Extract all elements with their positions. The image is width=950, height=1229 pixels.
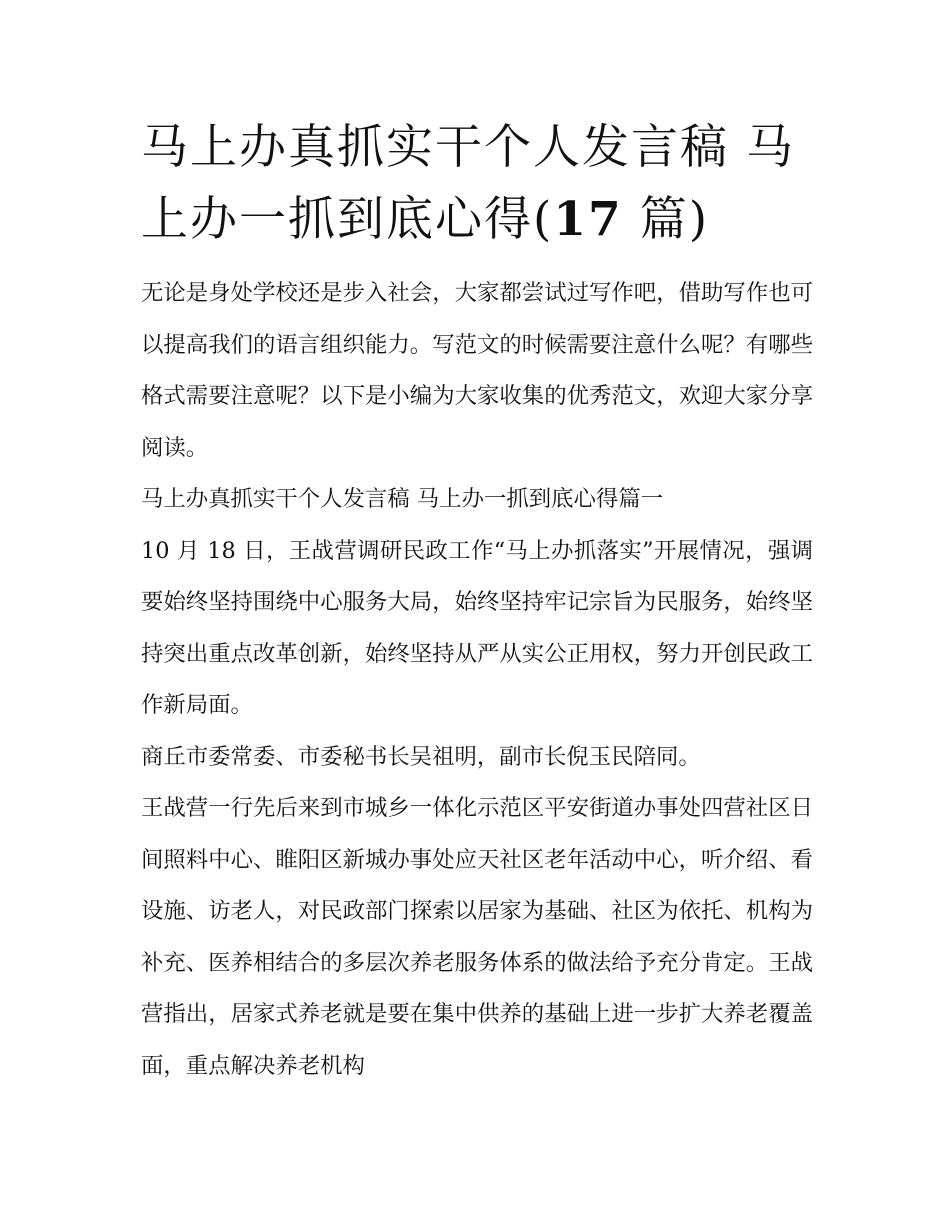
title-number: 17 [553, 192, 623, 247]
title-suffix: 篇) [622, 192, 710, 247]
body-paragraph: 商丘市委常委、市委秘书长吴祖明，副市长倪玉民陪同。 [141, 743, 701, 770]
body-paragraph: 王战营一行先后来到市城乡一体化示范区平安街道办事处四营社区日间照料中心、睢阳区新城办事处应天社区老年活动中心，听介绍、看设施、访老人，对民政部门探索以居家为基础、社区为依托、机构为补充、医养相结合的多层次养老服务体系的做法给予充分肯定。王战营指出，居家式养老就是要在集中供养的基础上进一步扩大养老覆盖面，重点解决养老机构 [141, 795, 813, 1079]
document-page [141, 112, 813, 1092]
title-text: 马上办真抓实干个人发言稿 马上办一抓到底心得( [141, 120, 795, 247]
body-paragraph: 10 月 18 日，王战营调研民政工作“马上办抓落实”开展情况，强调要始终坚持围绕中心服务大局，始终坚持牢记宗旨为民服务，始终坚持突出重点改革创新，始终坚持从严从实公正用权，努力开创民政工作新局面。 [141, 537, 813, 718]
intro-paragraph: 无论是身处学校还是步入社会，大家都尝试过写作吧，借助写作也可以提高我们的语言组织能力。写范文的时候需要注意什么呢？有哪些格式需要注意呢？以下是小编为大家收集的优秀范文，欢迎大家分享阅读。 [141, 280, 813, 461]
document-body [141, 268, 813, 1092]
document-title [141, 112, 813, 256]
section-heading: 马上办真抓实干个人发言稿 马上办一抓到底心得篇一 [141, 486, 664, 512]
